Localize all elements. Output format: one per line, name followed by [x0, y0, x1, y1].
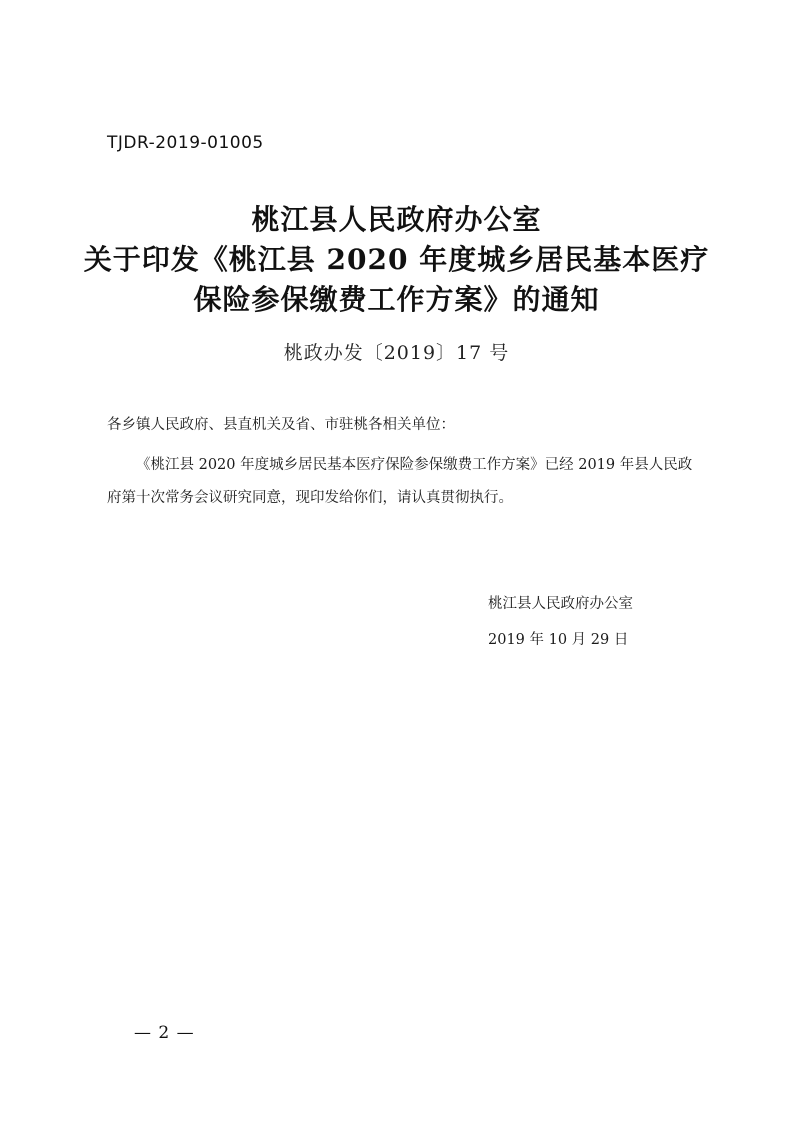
salutation: 各乡镇人民政府、县直机关及省、市驻桃各相关单位： — [107, 417, 455, 433]
title-line-1: 桃江县人民政府办公室 — [251, 203, 542, 236]
body-paragraph: 《桃江县 2020 年度城乡居民基本医疗保险参保缴费工作方案》已经 2019 年县人民政府第十次常务会议研究同意，现印发给你们，请认真贯彻执行。 — [107, 457, 693, 506]
page-number: — 2 — — [134, 1023, 195, 1043]
title-line-2: 关于印发《桃江县 2020 年度城乡居民基本医疗 — [83, 243, 710, 276]
signature-organization: 桃江县人民政府办公室 — [488, 596, 633, 612]
document-title — [0, 200, 793, 320]
title-line-3: 保险参保缴费工作方案》的通知 — [193, 283, 600, 316]
signature-block — [488, 586, 633, 658]
document-number: 桃政办发〔2019〕17 号 — [283, 342, 510, 364]
signature-date: 2019 年 10 月 29 日 — [488, 632, 629, 648]
document-code: TJDR-2019-01005 — [107, 133, 264, 153]
